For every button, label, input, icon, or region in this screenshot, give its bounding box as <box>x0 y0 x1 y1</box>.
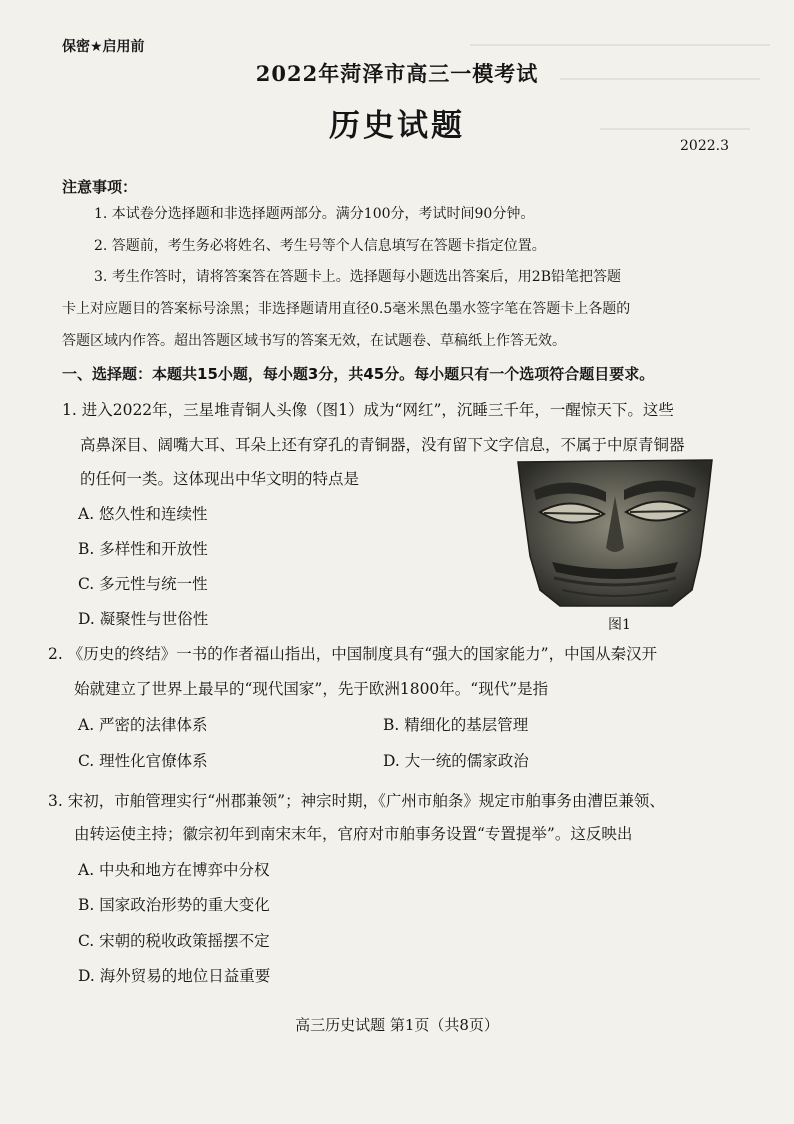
question-2-option-d: D. 大一统的儒家政治 <box>383 752 529 770</box>
question-1-stem: 的任何一类。这体现出中华文明的特点是 <box>80 470 360 488</box>
notice-heading: 注意事项： <box>62 178 138 196</box>
bronze-mask-image <box>514 456 716 610</box>
question-2-stem: 始就建立了世界上最早的“现代国家”，先于欧洲1800年。“现代”是指 <box>74 680 549 698</box>
question-1-option-d: D. 凝聚性与世俗性 <box>78 610 209 628</box>
figure-caption: 图1 <box>608 617 631 633</box>
exam-date: 2022.3 <box>680 138 729 154</box>
page-footer: 高三历史试题 第1页（共8页） <box>295 1016 499 1034</box>
question-3-option-d: D. 海外贸易的地位日益重要 <box>78 967 271 985</box>
bronze-head-figure <box>514 456 716 610</box>
question-3-option-a: A. 中央和地方在博弈中分权 <box>78 861 270 879</box>
question-1-stem: 高鼻深目、阔嘴大耳、耳朵上还有穿孔的青铜器，没有留下文字信息，不属于中原青铜器 <box>80 436 685 454</box>
notice-item-continued: 答题区域内作答。超出答题区域书写的答案无效，在试题卷、草稿纸上作答无效。 <box>62 333 566 349</box>
question-1-option-b: B. 多样性和开放性 <box>78 540 208 558</box>
section-heading: 一、选择题：本题共15小题，每小题3分，共45分。每小题只有一个选项符合题目要求。 <box>62 365 655 383</box>
notice-item: 2. 答题前，考生务必将姓名、考生号等个人信息填写在答题卡指定位置。 <box>94 238 546 254</box>
question-3-option-b: B. 国家政治形势的重大变化 <box>78 896 270 914</box>
question-3-stem: 由转运使主持；徽宗初年到南宋末年，官府对市舶事务设置“专置提举”。这反映出 <box>74 825 633 843</box>
question-1-stem: 1. 进入2022年，三星堆青铜人头像（图1）成为“网红”，沉睡三千年，一醒惊天下。这些 <box>62 401 674 419</box>
question-2-stem: 2. 《历史的终结》一书的作者福山指出，中国制度具有“强大的国家能力”，中国从秦汉开 <box>48 645 658 663</box>
notice-item: 3. 考生作答时，请将答案答在答题卡上。选择题每小题选出答案后，用2B铅笔把答题 <box>94 269 622 285</box>
question-2-option-b: B. 精细化的基层管理 <box>383 716 529 734</box>
exam-title: 2022年菏泽市高三一模考试 <box>255 61 539 86</box>
notice-item: 1. 本试卷分选择题和非选择题两部分。满分100分，考试时间90分钟。 <box>94 206 535 222</box>
question-3-stem: 3. 宋初，市舶管理实行“州郡兼领”；神宗时期，《广州市舶条》规定市舶事务由漕臣兼领、 <box>48 792 665 810</box>
question-2-option-a: A. 严密的法律体系 <box>78 716 208 734</box>
notice-item-continued: 卡上对应题目的答案标号涂黑；非选择题请用直径0.5毫米黑色墨水签字笔在答题卡上各题的 <box>62 301 631 317</box>
bleed-through-mark <box>470 44 770 46</box>
question-1-option-c: C. 多元性与统一性 <box>78 575 208 593</box>
subject-title: 历史试题 <box>329 108 465 144</box>
question-1-option-a: A. 悠久性和连续性 <box>78 505 208 523</box>
question-3-option-c: C. 宋朝的税收政策摇摆不定 <box>78 932 270 950</box>
question-2-option-c: C. 理性化官僚体系 <box>78 752 208 770</box>
confidential-label: 保密★启用前 <box>62 39 145 55</box>
